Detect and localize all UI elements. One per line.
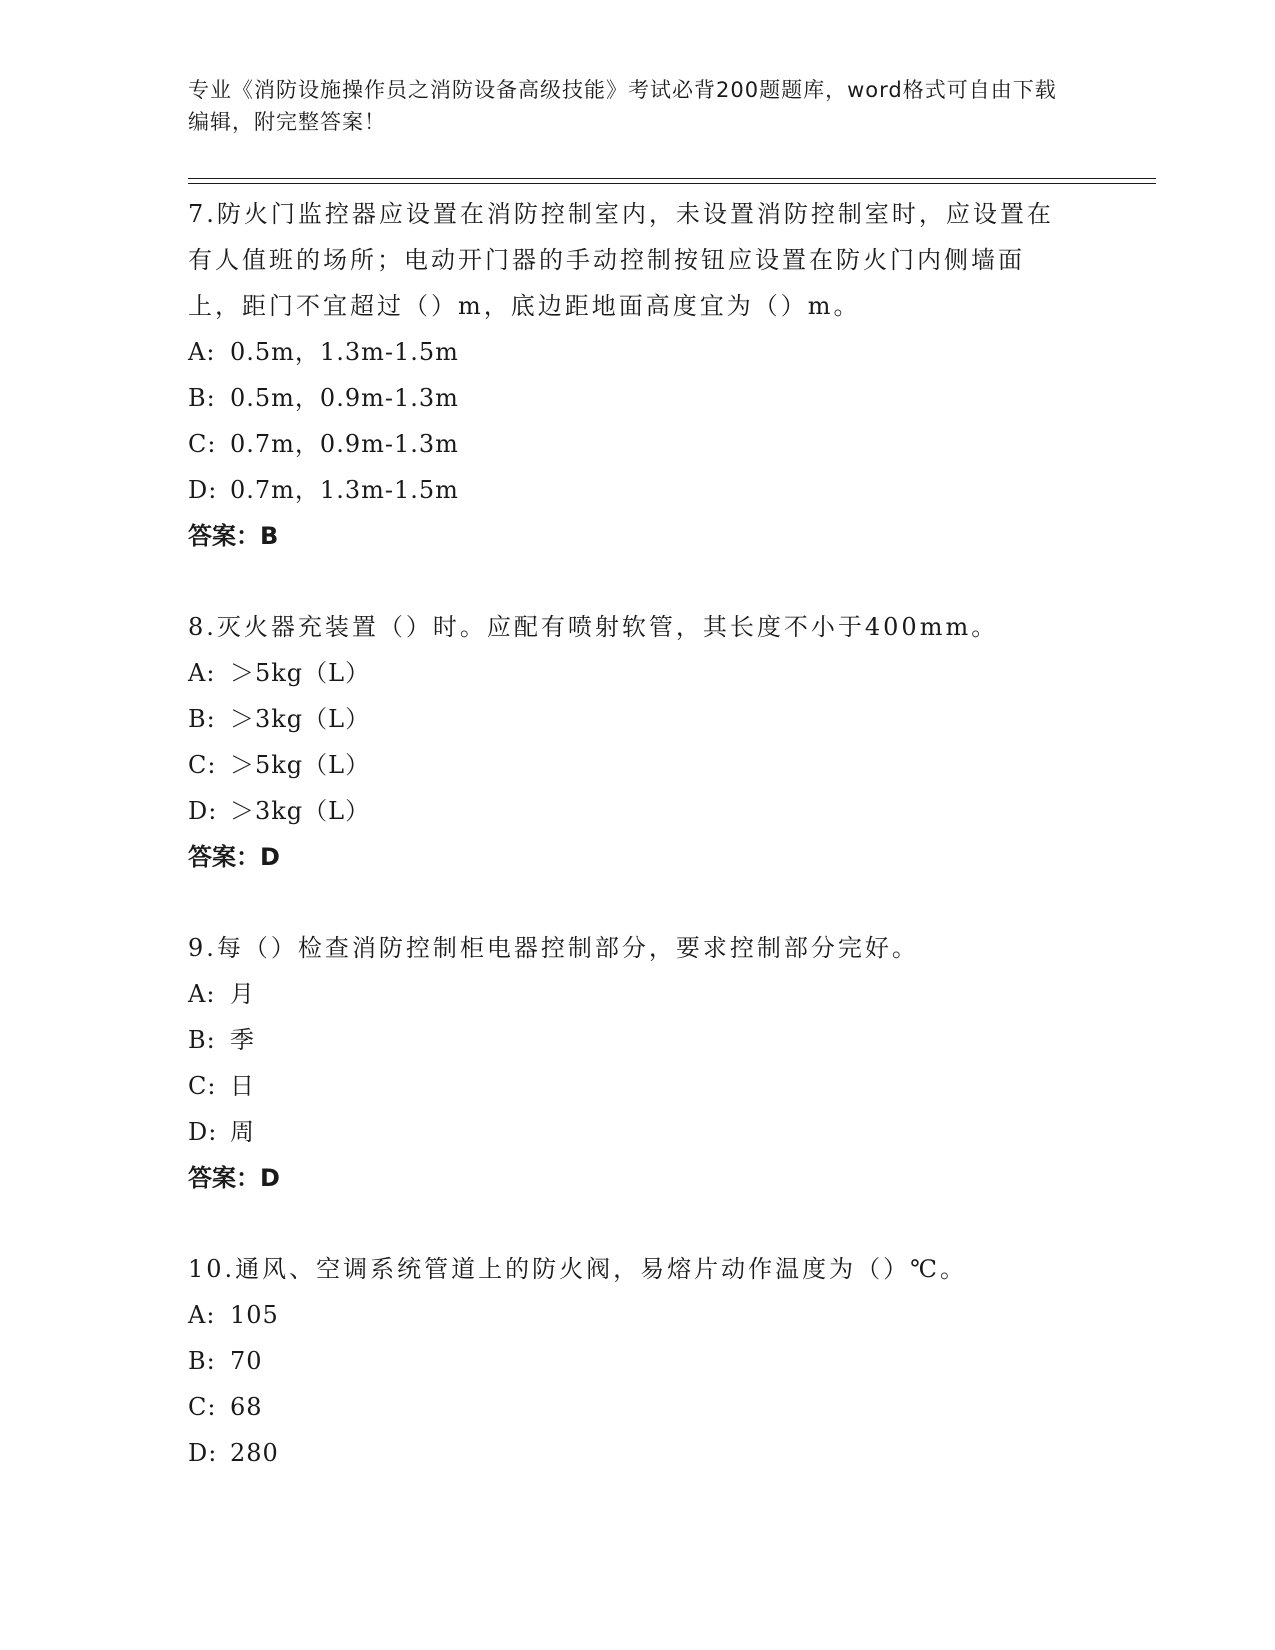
option-d [188,788,1068,834]
option-key: A: [188,1301,216,1329]
option-text: 68 [230,1393,263,1421]
option-key: C: [188,1393,217,1421]
option-b [188,696,1068,742]
option-d [188,1109,1068,1155]
option-key: C: [188,430,217,458]
option-key: A: [188,338,216,366]
option-a [188,650,1068,696]
option-key: B: [188,1347,216,1375]
option-text: ＞5kg（L） [230,751,371,779]
option-text: 70 [230,1347,263,1375]
option-b [188,1338,1068,1384]
option-text: 季 [230,1026,255,1054]
option-text: 105 [230,1301,279,1329]
option-text: 日 [230,1072,255,1100]
question-stem: 8.灭火器充装置（）时。应配有喷射软管，其长度不小于400mm。 [188,613,999,641]
option-key: C: [188,1072,217,1100]
question-8 [188,604,1068,880]
question-9 [188,925,1068,1201]
option-c [188,421,1068,467]
option-text: ＞5kg（L） [230,659,371,687]
option-text: 0.7m，1.3m-1.5m [230,476,459,504]
question-10 [188,1246,1068,1476]
option-key: D: [188,797,218,825]
option-text: 周 [230,1118,255,1146]
option-c [188,1063,1068,1109]
question-stem: 7.防火门监控器应设置在消防控制室内，未设置消防控制室时，应设置在有人值班的场所；电动开门器的手动控制按钮应设置在防火门内侧墙面上，距门不宜超过（）m，底边距地面高度宜为（）m。 [188,200,1054,320]
option-a [188,329,1068,375]
option-c [188,1384,1068,1430]
option-text: ＞3kg（L） [230,705,371,733]
option-d [188,1430,1068,1476]
answer-label: 答案： [188,522,260,550]
option-key: B: [188,705,216,733]
question-list [188,191,1068,1521]
option-key: A: [188,659,216,687]
header-divider-top [188,178,1156,179]
option-key: B: [188,384,216,412]
option-key: A: [188,980,216,1008]
option-a [188,1292,1068,1338]
answer-value: D [260,843,280,871]
option-key: C: [188,751,217,779]
option-text: ＞3kg（L） [230,797,371,825]
option-b [188,375,1068,421]
option-b [188,1017,1068,1063]
option-text: 0.5m，0.9m-1.3m [230,384,459,412]
option-a [188,971,1068,1017]
option-text: 0.5m，1.3m-1.5m [230,338,459,366]
answer-label: 答案： [188,843,260,871]
option-c [188,742,1068,788]
answer-label: 答案： [188,1164,260,1192]
option-text: 0.7m，0.9m-1.3m [230,430,459,458]
option-key: D: [188,1439,218,1467]
option-key: D: [188,476,218,504]
option-d [188,467,1068,513]
header-divider-bottom [188,183,1156,184]
answer-value: B [260,522,279,550]
question-stem: 9.每（）检查消防控制柜电器控制部分，要求控制部分完好。 [188,934,919,962]
option-key: B: [188,1026,216,1054]
option-text: 280 [230,1439,279,1467]
question-7 [188,191,1068,559]
answer-line [188,834,1068,880]
answer-line [188,1155,1068,1201]
answer-value: D [260,1164,280,1192]
answer-line [188,513,1068,559]
question-stem: 10.通风、空调系统管道上的防火阀，易熔片动作温度为（）℃。 [188,1255,968,1283]
document-header: 专业《消防设施操作员之消防设备高级技能》考试必背200题题库，word格式可自由下载编辑，附完整答案！ [188,78,1057,134]
option-key: D: [188,1118,218,1146]
option-text: 月 [230,980,255,1008]
